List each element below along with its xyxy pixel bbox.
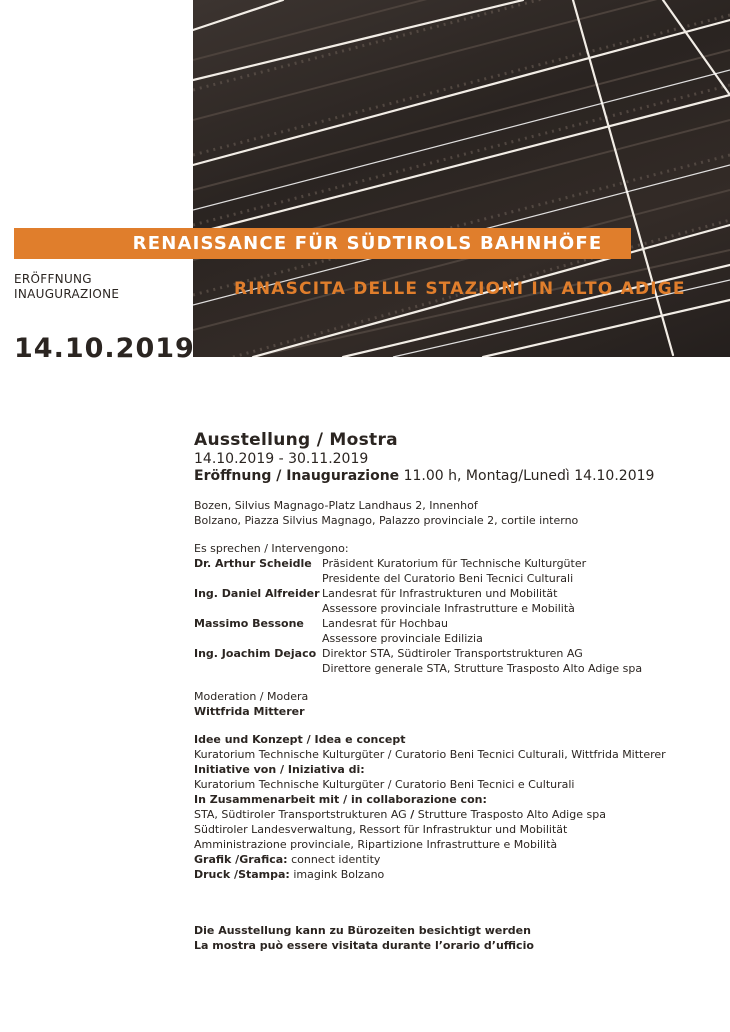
moderator-name: Wittfrida Mitterer <box>194 705 305 718</box>
opening-label-german: ERÖFFNUNG <box>14 272 92 286</box>
speaker-row <box>194 646 714 661</box>
speakers-intro: Es sprechen / Intervengono: <box>194 542 349 555</box>
speaker-name: Ing. Daniel Alfreider <box>194 587 320 600</box>
location-german: Bozen, Silvius Magnago-Platz Landhaus 2, Innenhof <box>194 499 478 512</box>
opening-label-italian: INAUGURAZIONE <box>14 287 120 301</box>
moderation-block <box>194 689 714 719</box>
visiting-note-italian: La mostra può essere visitata durante l’orario d’ufficio <box>194 939 534 952</box>
credits-block <box>194 732 714 882</box>
railway-tracks-photo <box>193 0 730 357</box>
print-credit: Druck /Stampa: imagink Bolzano <box>194 868 385 881</box>
speakers-block <box>194 541 714 676</box>
visiting-note-german: Die Ausstellung kann zu Bürozeiten besichtigt werden <box>194 924 531 937</box>
speaker-role-german: Landesrat für Infrastrukturen und Mobilität <box>322 587 558 600</box>
cooperation-line: Amministrazione provinciale, Ripartizione Infrastrutture e Mobilità <box>194 838 558 851</box>
idea-label: Idee und Konzept / Idea e concept <box>194 733 406 746</box>
cooperation-label: In Zusammenarbeit mit / in collaborazione con: <box>194 793 487 806</box>
speaker-role-italian: Direttore generale STA, Strutture Trasposto Alto Adige spa <box>322 662 643 675</box>
speaker-row <box>194 616 714 631</box>
exhibit-date-range: 14.10.2019 - 30.11.2019 <box>194 451 369 467</box>
speaker-role-italian: Assessore provinciale Infrastrutture e Mobilità <box>322 602 575 615</box>
speaker-role-german: Präsident Kuratorium für Technische Kulturgüter <box>322 557 587 570</box>
event-details <box>194 430 714 882</box>
speaker-role-italian: Assessore provinciale Edilizia <box>322 632 483 645</box>
speaker-row <box>194 631 714 646</box>
visiting-note <box>194 923 534 953</box>
speaker-name: Dr. Arthur Scheidle <box>194 557 312 570</box>
exhibit-heading: Ausstellung / Mostra <box>194 430 398 450</box>
speaker-name: Ing. Joachim Dejaco <box>194 647 317 660</box>
title-italian: RINASCITA DELLE STAZIONI IN ALTO ADIGE <box>234 279 686 299</box>
speaker-role-german: Landesrat für Hochbau <box>322 617 448 630</box>
cooperation-line: Südtiroler Landesverwaltung, Ressort für Infrastruktur und Mobilität <box>194 823 568 836</box>
speaker-row <box>194 586 714 601</box>
idea-value: Kuratorium Technische Kulturgüter / Curatorio Beni Tecnici Culturali, Wittfrida Mitterer <box>194 748 666 761</box>
location-block <box>194 498 714 528</box>
initiative-value: Kuratorium Technische Kulturgüter / Curatorio Beni Tecnici e Culturali <box>194 778 575 791</box>
title-band <box>14 228 631 259</box>
graphics-credit: Grafik /Grafica: connect identity <box>194 853 381 866</box>
speaker-name: Massimo Bessone <box>194 617 304 630</box>
opening-line-time: 11.00 h, Montag/Lunedì 14.10.2019 <box>399 468 655 484</box>
title-german: RENAISSANCE FÜR SÜDTIROLS BAHNHÖFE <box>132 233 603 254</box>
initiative-label: Initiative von / Iniziativa di: <box>194 763 365 776</box>
opening-date: 14.10.2019 <box>14 333 195 364</box>
cooperation-line: STA, Südtiroler Transportstrukturen AG / Strutture Trasposto Alto Adige spa <box>194 808 606 821</box>
opening-line <box>194 468 714 484</box>
speaker-row <box>194 661 714 676</box>
opening-label <box>14 272 119 302</box>
opening-line-label: Eröffnung / Inaugurazione <box>194 468 400 484</box>
railway-tracks-illustration <box>193 0 730 357</box>
speaker-row <box>194 556 714 571</box>
speaker-role-italian: Presidente del Curatorio Beni Tecnici Culturali <box>322 572 574 585</box>
location-italian: Bolzano, Piazza Silvius Magnago, Palazzo provinciale 2, cortile interno <box>194 514 579 527</box>
speaker-row <box>194 601 714 616</box>
speaker-row <box>194 571 714 586</box>
speaker-role-german: Direktor STA, Südtiroler Transportstrukturen AG <box>322 647 583 660</box>
moderation-label: Moderation / Modera <box>194 690 309 703</box>
